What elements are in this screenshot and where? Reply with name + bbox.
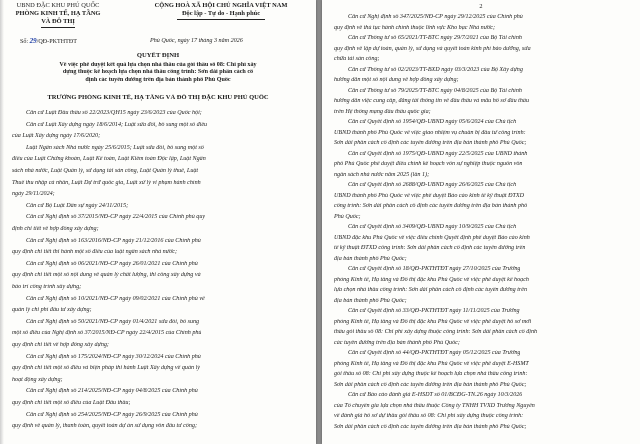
agency-line-2: PHÒNG KINH TẾ, HẠ TẦNG — [15, 10, 101, 17]
body-line: của Tổ chuyên gia lựa chọn nhà thầu thuộc Công ty TNHH TVXD Trường Nguyên — [334, 402, 535, 409]
agency-line-1: UBND ĐẶC KHU PHÚ QUỐC — [16, 2, 100, 9]
body-line: thầu gói thầu số 08: Chi phí xây dựng thuộc công trình: Sơn dải phân cách cố định — [334, 329, 538, 335]
body-line: Phú Quốc; — [334, 213, 361, 220]
body-line: phòng Kinh tế, Hạ tầng và Đô thị đặc khu Phú Quốc về việc phê duyệt E-HSMT — [334, 360, 529, 367]
agency-underline — [41, 27, 75, 28]
body-line: Căn cứ Luật Đấu thầu số 22/2023/QH15 ngày 23/6/2023 của Quốc hội; — [26, 110, 202, 116]
body-line: Căn cứ Quyết định số 33/QĐ-PKTHTĐT ngày 11/11/2025 của Trưởng — [348, 308, 520, 314]
agency-line-3: VÀ ĐÔ THỊ — [41, 18, 75, 25]
nation-line-1: CỘNG HOÀ XÃ HỘI CHỦ NGHĨA VIỆT NAM — [154, 2, 288, 9]
body-line: của Luật Xây dựng ngày 17/6/2020; — [12, 133, 101, 140]
body-line: UBND thành phố Phú Quốc về việc giao nhiệm vụ chuẩn bị đầu tư công trình: — [334, 129, 526, 136]
body-line: điều của Luật Chứng khoán, Luật Kế toán, Luật Kiểm toán Độc lập, Luật Ngân — [12, 156, 206, 163]
body-line: Căn cứ Luật Xây dựng ngày 18/6/2014; Luật sửa đổi, bổ sung một số điều — [26, 121, 208, 128]
body-line: UBND thành phố Phú Quốc về việc phê duyệt Báo cáo kinh tế kỹ thuật ĐTXD — [334, 192, 525, 199]
body-line: Căn cứ Quyết định số 1954/QĐ-UBND ngày 05/6/2024 của Chủ tịch — [348, 119, 517, 125]
subject-line: dựng thuộc kế hoạch lựa chọn nhà thầu công trình: Sơn dải phân cách cố — [62, 69, 254, 76]
body-line: ngày 29/11/2024; — [12, 191, 55, 198]
body-line: Căn cứ Báo cáo đánh giá E-HSDT số 01/BCĐG-TN.26 ngày 10/3/2026 — [348, 392, 523, 398]
body-line: địa bàn thành phố Phú Quốc; — [334, 255, 407, 262]
body-line: Căn cứ Nghị định số 10/2021/NĐ-CP ngày 09/02/2021 của Chính phủ về — [26, 295, 205, 302]
body-line: Căn cứ Quyết định số 3409/QĐ-UBND ngày 10/9/2025 của Chủ tịch — [348, 224, 517, 230]
doc-type: QUYẾT ĐỊNH — [136, 52, 180, 59]
body-line: Căn cứ Nghị định số 37/2015/NĐ-CP ngày 22/4/2015 của Chính phủ quy — [26, 214, 206, 221]
body-line: Sơn dải phân cách cố định các tuyến đường trên địa bàn thành phố Phú Quốc; — [334, 423, 527, 430]
doc-no-suffix: /QĐ-PKTHTĐT — [36, 39, 77, 45]
body-line: quy định chi tiết một số điều và biện pháp thi hành Luật Xây dựng về quản lý — [12, 365, 200, 372]
body-line: hoạt động xây dựng; — [12, 376, 63, 383]
body-line: hướng dẫn một số nội dung về hợp đồng xây dựng; — [334, 77, 459, 83]
body-line: quy định chi tiết thi hành một số điều của luật ngân sách nhà nước; — [12, 249, 177, 256]
nation-line-2: Độc lập - Tự do - Hạnh phúc — [181, 10, 261, 17]
subject-line: định các tuyến đường trên địa bàn thành phố Phú Quốc — [85, 76, 231, 83]
page-number: 2 — [479, 3, 483, 10]
doc-no-prefix: Số: — [20, 39, 29, 45]
body-line: Căn cứ Nghị định số 254/2025/NĐ-CP ngày 26/9/2025 của Chính phủ — [26, 411, 198, 418]
body-line: ngân sách nhà nước năm 2025 (lần 1); — [334, 171, 430, 178]
body-line: Thuế thu nhập cá nhân, Luật Dự trữ quốc gia, Luật xử lý vi phạm hành chính — [12, 179, 201, 186]
body-line: Sơn dải phân cách cố định các tuyến đường trên địa bàn thành phố Phú Quốc; — [334, 381, 527, 388]
body-line: Căn cứ Nghị định số 50/2021/NĐ-CP ngày 01/4/2021 sửa đổi, bổ sung — [26, 318, 200, 325]
body-line: công trình: Sơn dải phân cách cố định các tuyến đường trên địa bàn thành phố — [334, 203, 528, 209]
body-line: địa bàn thành phố Phú Quốc; — [334, 297, 407, 304]
body-line: phố Phú Quốc phê duyệt điều chỉnh kế hoạch vốn sự nghiệp thuộc nguồn vốn — [334, 161, 523, 167]
nation-underline — [177, 19, 265, 20]
body-line: Căn cứ Nghị định số 175/2024/NĐ-CP ngày 30/12/2024 của Chính phủ — [26, 353, 201, 360]
body-line: chữa tài sản công; — [334, 56, 380, 62]
body-line: gói thầu số 08: Chi phí xây dựng thuộc kế hoạch lựa chọn nhà thầu công trình: — [334, 371, 528, 377]
document-number — [20, 38, 77, 46]
doc-no-handwritten: 29 — [29, 38, 37, 45]
body-line: UBND đặc khu Phú Quốc về việc điều chỉnh Quyết định phê duyệt Báo cáo kinh — [334, 234, 530, 241]
body-line: trên Hệ thống mạng đấu thầu quốc gia; — [334, 108, 431, 115]
body-line: quy định về quản lý, thanh toán, quyết toán dự án sử dụng vốn đầu tư công; — [12, 423, 197, 430]
body-line: lựa chọn nhà thầu công trình: Sơn dải phân cách cố định các tuyến đường trên — [334, 287, 528, 293]
body-line: Căn cứ Quyết định số 44/QĐ-PKTHTĐT ngày 05/12/2025 của Trưởng — [348, 350, 521, 356]
body-line: Căn cứ Thông tư số 02/2023/TT-BXD ngày 03/3/2023 của Bộ Xây dựng — [348, 66, 523, 73]
body-line: phòng Kinh tế, Hạ tầng và Đô thị đặc khu Phú Quốc về việc phê duyệt hồ sơ mời — [334, 318, 532, 325]
nation-header — [126, 2, 316, 20]
body-line: hướng dẫn việc cung cấp, đăng tải thông tin về đấu thầu và mẫu hồ sơ đấu thầu — [334, 98, 529, 104]
body-line: sách nhà nước, Luật Quản lý, sử dụng tài sản công, Luật Quản lý thuế, Luật — [12, 168, 199, 174]
body-line: quy định chi tiết một số nội dung về quản lý chất lượng, thi công xây dựng và — [12, 272, 201, 279]
body-line: các tuyến đường trên địa bàn thành phố Phú Quốc; — [334, 339, 460, 346]
document-page-1 — [0, 0, 316, 444]
body-line: Căn cứ Quyết định số 1975/QĐ-UBND ngày 22/5/2025 của UBND thành — [348, 150, 528, 157]
authority-title: TRƯỞNG PHÒNG KINH TẾ, HẠ TẦNG VÀ ĐÔ THỊ ĐẶC KHU PHÚ QUỐC — [47, 94, 269, 101]
body-line: quy định về thủ tục hành chính thuộc lĩnh vực Kho bạc Nhà nước; — [334, 24, 496, 31]
body-line: Căn cứ Nghị định số 347/2025/NĐ-CP ngày 29/12/2025 của Chính phủ — [348, 14, 523, 20]
body-line: quản lý chi phí đầu tư xây dựng; — [12, 307, 92, 314]
body-line: Căn cứ Quyết định số 2688/QĐ-UBND ngày 26/6/2025 của Chủ tịch — [348, 182, 517, 188]
body-line: Căn cứ Nghị định số 163/2016/NĐ-CP ngày 21/12/2016 của Chính phủ — [26, 237, 201, 244]
body-line: Căn cứ Bộ Luật Dân sự ngày 24/11/2015; — [26, 202, 129, 209]
body-line: Căn cứ Thông tư số 65/2021/TT-BTC ngày 29/7/2021 của Bộ Tài chính — [348, 35, 522, 41]
subject-line: Về việc phê duyệt kết quả lựa chọn nhà thầu của gói thầu số 08: Chi phí xây — [59, 62, 257, 68]
agency-header — [4, 2, 112, 28]
body-line: quy định về lập dự toán, quản lý, sử dụng và quyết toán kinh phí bảo dưỡng, sửa — [334, 45, 531, 52]
body-line: Căn cứ Thông tư số 79/2025/TT-BTC ngày 04/8/2025 của Bộ Tài chính — [348, 87, 522, 94]
body-line: một số điều của Nghị định số 37/2015/NĐ-CP ngày 22/4/2015 của Chính phủ — [12, 330, 202, 337]
body-line: phòng Kinh tế, Hạ tầng và Đô thị đặc khu Phú Quốc về việc phê duyệt kế hoạch — [334, 276, 529, 283]
body-line: Luật Ngân sách Nhà nước ngày 25/6/2015; Luật sửa đổi, bổ sung một số — [26, 144, 204, 151]
body-line: định chi tiết về hợp đồng xây dựng; — [12, 226, 99, 232]
body-line: tế kỹ thuật ĐTXD công trình: Sơn dải phân cách cố định các tuyến đường trên — [334, 245, 526, 251]
document-page-2 — [322, 0, 640, 444]
body-line: bảo trì công trình xây dựng; — [12, 284, 82, 290]
body-line: Căn cứ Quyết định số 18/QĐ-PKTHTĐT ngày 27/10/2025 của Trưởng — [348, 266, 521, 272]
body-line: quy định chi tiết về hợp đồng xây dựng; — [12, 342, 109, 348]
body-line: Căn cứ Nghị định số 06/2021/NĐ-CP ngày 26/01/2021 của Chính phủ — [26, 260, 198, 267]
place-date: Phú Quốc, ngày 17 tháng 3 năm 2026 — [150, 38, 243, 44]
body-line: về đánh giá hồ sơ dự thầu gói thầu số 08: Chi phí xây dựng thuộc công trình: — [334, 413, 524, 419]
body-line: Căn cứ Nghị định số 214/2025/NĐ-CP ngày 04/8/2025 của Chính phủ — [26, 388, 198, 395]
body-line: quy định chi tiết một số điều của Luật Đấu thầu; — [12, 400, 131, 406]
body-line: Sơn dải phân cách cố định các tuyến đường trên địa bàn thành phố Phú Quốc; — [334, 140, 527, 146]
